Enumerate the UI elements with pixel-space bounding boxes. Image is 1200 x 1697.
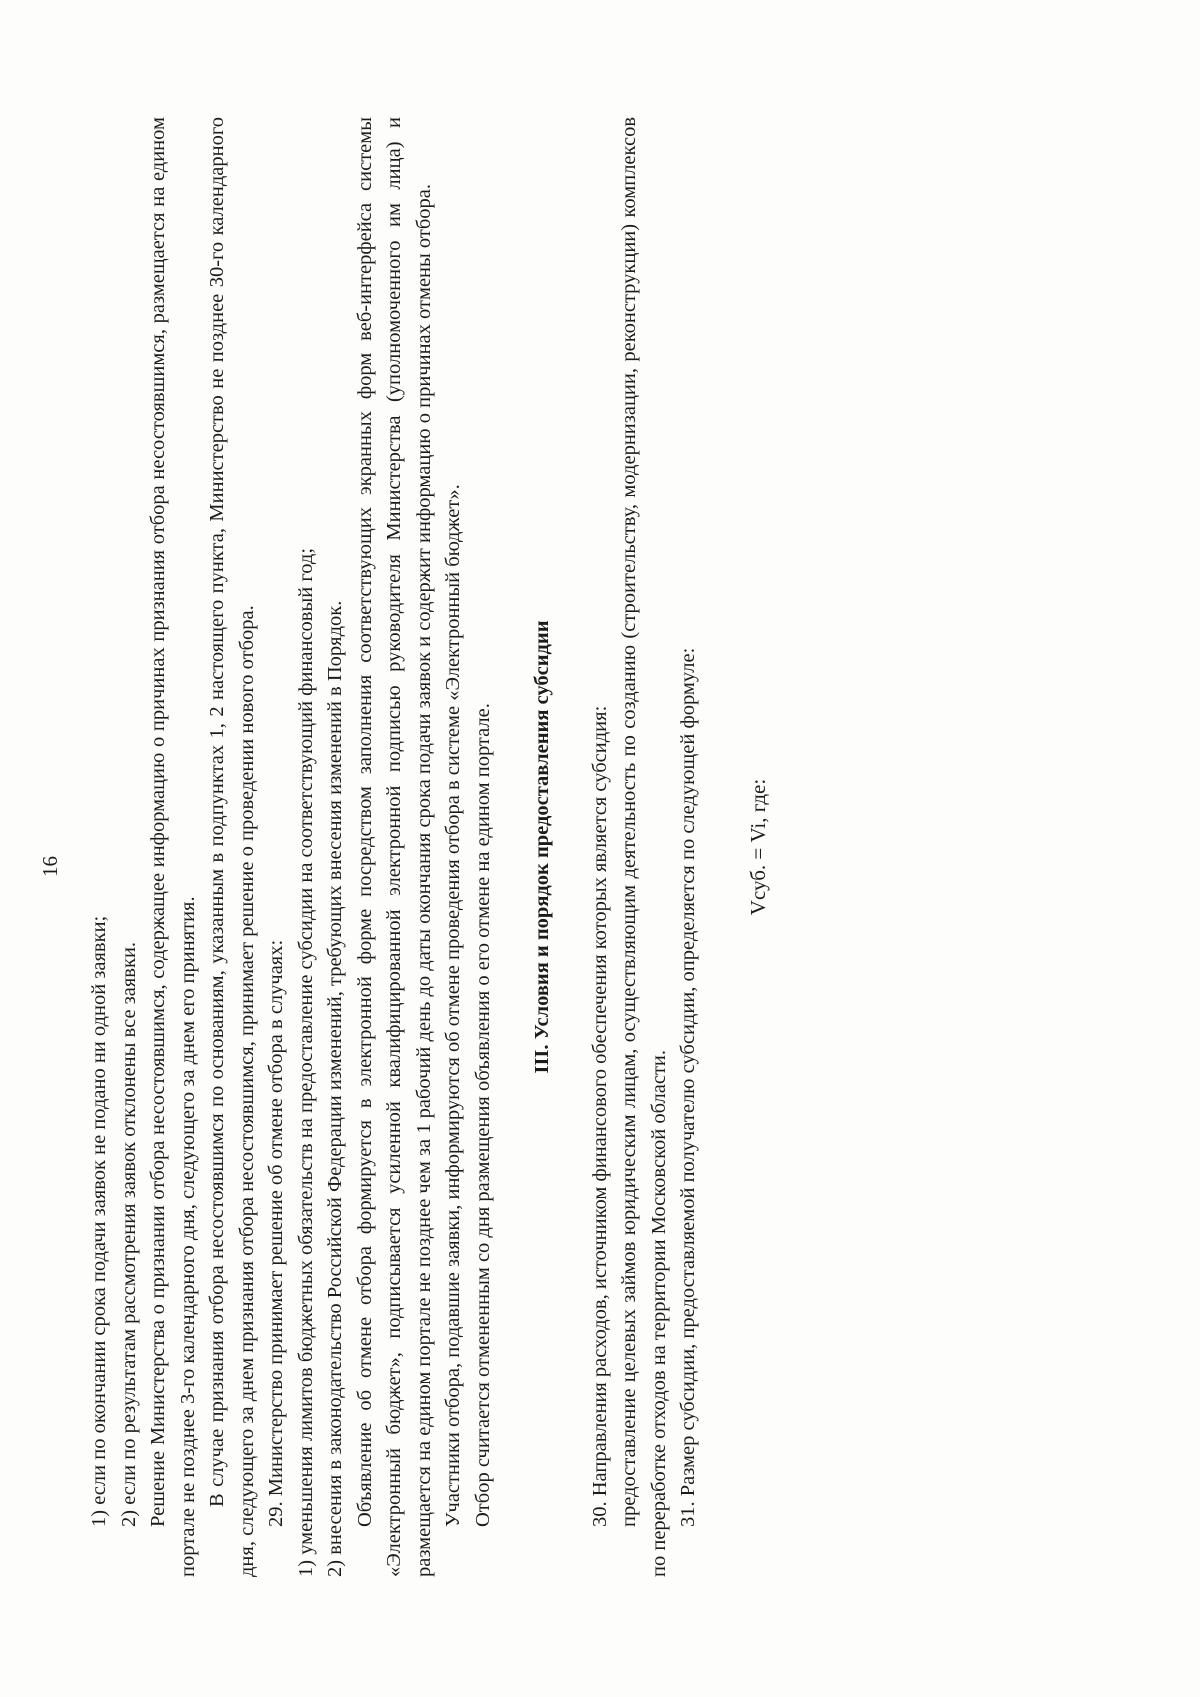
page-number: 16 (38, 856, 62, 877)
paragraph-30: 30. Направления расходов, источником финансового обеспечения которых является субсидия: (588, 705, 611, 1527)
paragraph-item-2: 2) если по результатам рассмотрения заявок отклонены все заявки. (117, 941, 140, 1527)
paragraph-29-item-1: 1) уменьшения лимитов бюджетных обязательств на предоставление субсидии на соответствующий финансовый год; (294, 547, 317, 1577)
section-heading: III. Условия и порядок предоставления субсидии (531, 620, 553, 1074)
paragraph-29-item-2: 2) внесения в законодательство Российской Федерации изменений, требующих внесения изменений в Порядок. (324, 600, 346, 1577)
paragraph-participants: Участники отбора, подавшие заявки, информируются об отмене проведения отбора в системе «Электронный бюджет». (442, 484, 464, 1527)
paragraph-cancel-effective: Отбор считается отмененным со дня размещения объявления о его отмене на едином портале. (471, 703, 494, 1527)
paragraph-decision: Решение Министерства о признании отбора несостоявшимся, содержащее информацию о причинах признания отбора несостоявшимся, размещается на едином портале не позднее 3-го календарного дня, следующего за днем его принятия. (147, 117, 199, 1577)
paragraph-new-selection: В случае признания отбора несостоявшимся по основаниям, указанным в подпунктах 1, 2 настоящего пункта, Министерство не позднее 30-го календарного дня, следующего за днем признания отбора несостоявшимся, принимает решение о проведении нового отбора. (206, 117, 258, 1577)
paragraph-31: 31. Размер субсидии, предоставляемой получателю субсидии, определяется по следующей формуле: (677, 647, 699, 1527)
document-body (85, 117, 773, 1577)
paragraph-29: 29. Министерство принимает решение об отмене отбора в случаях: (265, 939, 287, 1527)
paragraph-item-1: 1) если по окончании срока подачи заявок не подано ни одной заявки; (88, 915, 110, 1527)
subsidy-formula: Vсуб. = Vi, где: (745, 778, 770, 916)
paragraph-30-detail: предоставление целевых займов юридическим лицам, осуществляющим деятельность по созданию (строительству, модернизации, реконструкции) комплексов по переработке отходов на территории Московской области. (618, 117, 670, 1577)
paragraph-cancel-announcement: Объявление об отмене отбора формируется в электронной форме посредством заполнения соответствующих экранных форм веб-интерфейса системы «Электронный бюджет», подписывается усиленной квалифицированной электронной подписью руководителя Министерства (уполномоченного им лица) и размещается на едином портале не позднее чем за 1 рабочий день до даты окончания срока подачи заявок и содержит информацию о причинах отмены отбора. (353, 117, 435, 1577)
